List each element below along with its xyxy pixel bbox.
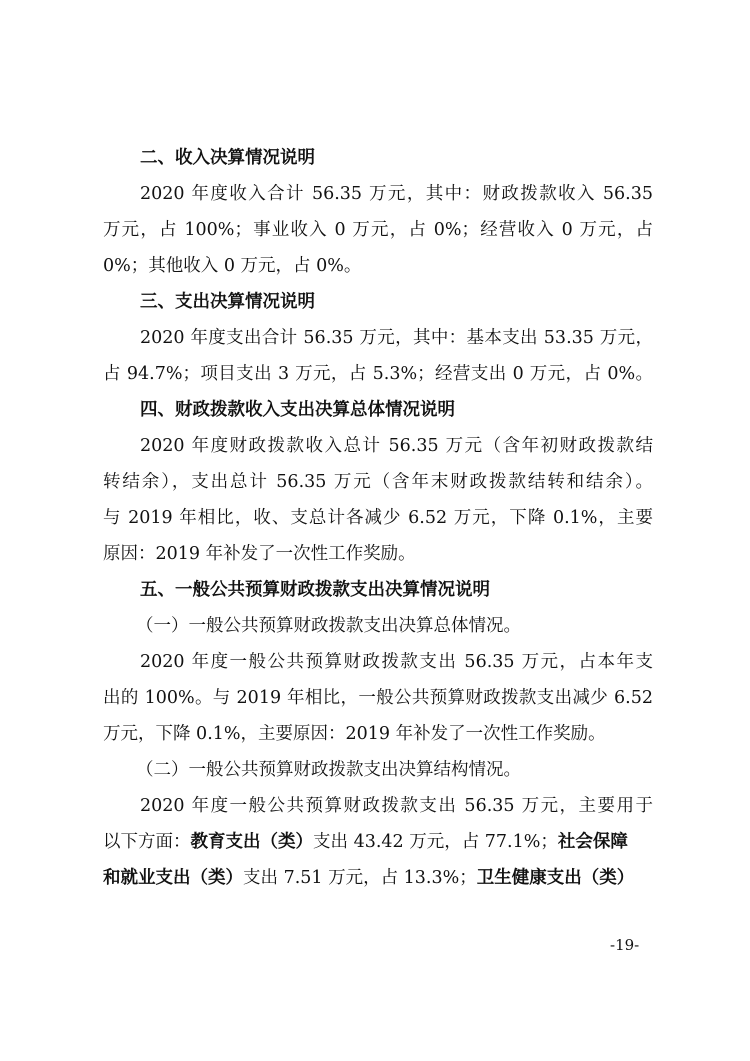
section-heading-fiscal-overview: 四、财政拨款收入支出决算总体情况说明 <box>140 400 455 420</box>
paragraph-line: 2020 年度一般公共预算财政拨款支出 56.35 万元，占本年支 <box>140 652 653 672</box>
section-heading-public-budget: 五、一般公共预算财政拨款支出决算情况说明 <box>140 580 490 600</box>
subsection-heading-overall: （一）一般公共预算财政拨款支出决算总体情况。 <box>136 616 521 636</box>
bold-category: 社会保障 <box>557 832 628 852</box>
plain-text: 以下方面： <box>103 832 191 852</box>
paragraph-line: 出的 100%。与 2019 年相比，一般公共预算财政拨款支出减少 6.52 <box>103 688 653 708</box>
section-heading-income: 二、收入决算情况说明 <box>140 148 315 168</box>
plain-text: 支出 43.42 万元，占 77.1%； <box>313 832 558 852</box>
section-heading-expenditure: 三、支出决算情况说明 <box>140 292 315 312</box>
bold-category: 和就业支出（类） <box>103 868 243 888</box>
paragraph-line-mixed <box>103 866 653 890</box>
paragraph-line: 与 2019 年相比，收、支总计各减少 6.52 万元，下降 0.1%，主要 <box>103 508 653 528</box>
paragraph-line: 2020 年度收入合计 56.35 万元，其中：财政拨款收入 56.35 <box>140 184 653 204</box>
paragraph-line: 转结余），支出总计 56.35 万元（含年末财政拨款结转和结余）。 <box>103 472 653 492</box>
page-number: -19- <box>610 936 640 954</box>
bold-category: 教育支出（类） <box>190 832 313 852</box>
paragraph-line: 占 94.7%；项目支出 3 万元，占 5.3%；经营支出 0 万元，占 0%。 <box>103 364 653 384</box>
paragraph-line: 2020 年度支出合计 56.35 万元，其中：基本支出 53.35 万元， <box>140 328 653 348</box>
paragraph-line: 2020 年度一般公共预算财政拨款支出 56.35 万元，主要用于 <box>140 796 653 816</box>
bold-category: 卫生健康支出（类） <box>476 868 635 888</box>
paragraph-line: 原因：2019 年补发了一次性工作奖励。 <box>103 544 416 564</box>
subsection-heading-structure: （二）一般公共预算财政拨款支出决算结构情况。 <box>136 760 521 780</box>
paragraph-line: 万元，下降 0.1%，主要原因：2019 年补发了一次性工作奖励。 <box>103 724 606 744</box>
paragraph-line-mixed <box>103 830 653 854</box>
paragraph-line: 万元，占 100%；事业收入 0 万元，占 0%；经营收入 0 万元，占 <box>103 220 653 240</box>
paragraph-line: 0%；其他收入 0 万元，占 0%。 <box>103 256 362 276</box>
paragraph-line: 2020 年度财政拨款收入总计 56.35 万元（含年初财政拨款结 <box>140 436 653 456</box>
plain-text: 支出 7.51 万元，占 13.3%； <box>243 868 477 888</box>
